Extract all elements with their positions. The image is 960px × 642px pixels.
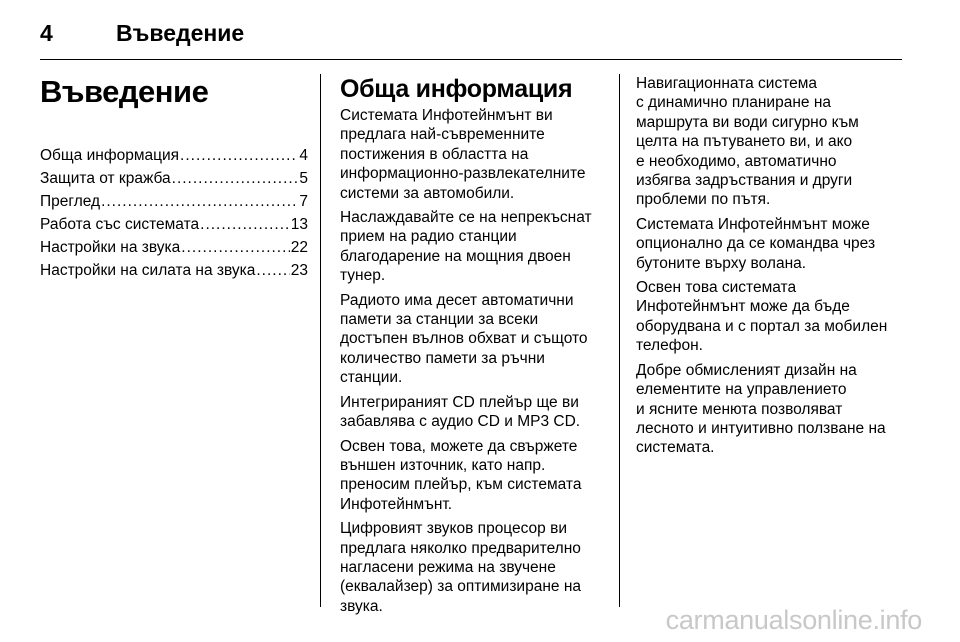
toc-leader-dots — [181, 236, 289, 259]
page-number: 4 — [40, 20, 53, 46]
body-paragraph: Наслаждавайте се на непрекъснат прием на радио станции благодарение на мощния двоен тунер. — [340, 209, 592, 285]
toc-entry-page: 7 — [299, 193, 308, 210]
toc-leader-dots — [200, 213, 290, 236]
toc-entry-label: Защита от кражба — [40, 170, 171, 187]
column-divider — [619, 74, 620, 607]
body-paragraph: Радиото има десет автоматични памети за станции за всеки достъпен вълнов обхват и същото количество памети за ръчни станции. — [340, 291, 588, 387]
toc-entry-operation[interactable] — [40, 213, 308, 236]
column-section-continued — [636, 74, 902, 463]
body-paragraph: Интегрираният CD плейър ще ви забавлява с аудио CD и MP3 CD. — [340, 393, 581, 431]
body-paragraph: Освен това системата Инфотейнмънт може да бъде оборудвана и с портал за мобилен телефон. — [636, 279, 888, 355]
toc-entry-page: 23 — [290, 262, 308, 279]
running-title: Въведение — [116, 20, 245, 46]
body-paragraph: Навигационната система с динамично планиране на маршрута ви води сигурно към целта на пътуването ви, и ако е необходимо, автоматично избягва задръствания и други проблеми по пътя. — [636, 75, 859, 209]
toc-entry-label: Настройки на силата на звука — [40, 262, 256, 279]
page-header — [40, 14, 900, 54]
toc-entry-overview[interactable] — [40, 190, 308, 213]
chapter-title: Въведение — [40, 74, 209, 109]
body-paragraph: Цифровият звуков процесор ви предлага няколко предварително нагласени режима на звучене (еквалайзер) за оптимизиране на звука. — [340, 520, 581, 615]
section-title: Обща информация — [340, 75, 573, 103]
table-of-contents — [40, 144, 308, 282]
column-toc — [40, 74, 308, 282]
watermark: carmanualsonline.info — [665, 605, 922, 635]
header-rule — [40, 59, 902, 60]
body-paragraph: Добре обмисленият дизайн на елементите на управлението и ясните менюта позволяват лесното и интуитивно ползване на системата. — [636, 361, 886, 457]
toc-entry-label: Преглед — [40, 193, 101, 210]
toc-entry-volume-settings[interactable] — [40, 259, 308, 282]
body-paragraph: Системата Инфотейнмънт може опционално да се командва чрез бутоните върху волана. — [636, 215, 876, 272]
toc-leader-dots — [180, 144, 298, 167]
toc-leader-dots — [256, 259, 289, 282]
toc-entry-page: 4 — [299, 147, 308, 164]
toc-entry-page: 22 — [290, 239, 308, 256]
column-section-body — [340, 74, 608, 621]
toc-entry-page: 13 — [290, 216, 308, 233]
toc-entry-tone-settings[interactable] — [40, 236, 308, 259]
toc-entry-label: Работа със системата — [40, 216, 200, 233]
body-paragraph: Системата Инфотейнмънт ви предлага най-съвременните постижения в областта на информационно-развлекателните системи за автомобили. — [340, 107, 586, 202]
toc-leader-dots — [172, 167, 299, 190]
toc-leader-dots — [101, 190, 298, 213]
toc-entry-page: 5 — [299, 170, 308, 187]
toc-entry-general-info[interactable] — [40, 144, 308, 167]
toc-entry-theft-protection[interactable] — [40, 167, 308, 190]
toc-entry-label: Настройки на звука — [40, 239, 181, 256]
toc-entry-label: Обща информация — [40, 147, 180, 164]
column-divider — [320, 74, 321, 607]
body-paragraph: Освен това, можете да свържете външен източник, като напр. преносим плейър, към системата Инфотейнмънт. — [340, 437, 582, 513]
